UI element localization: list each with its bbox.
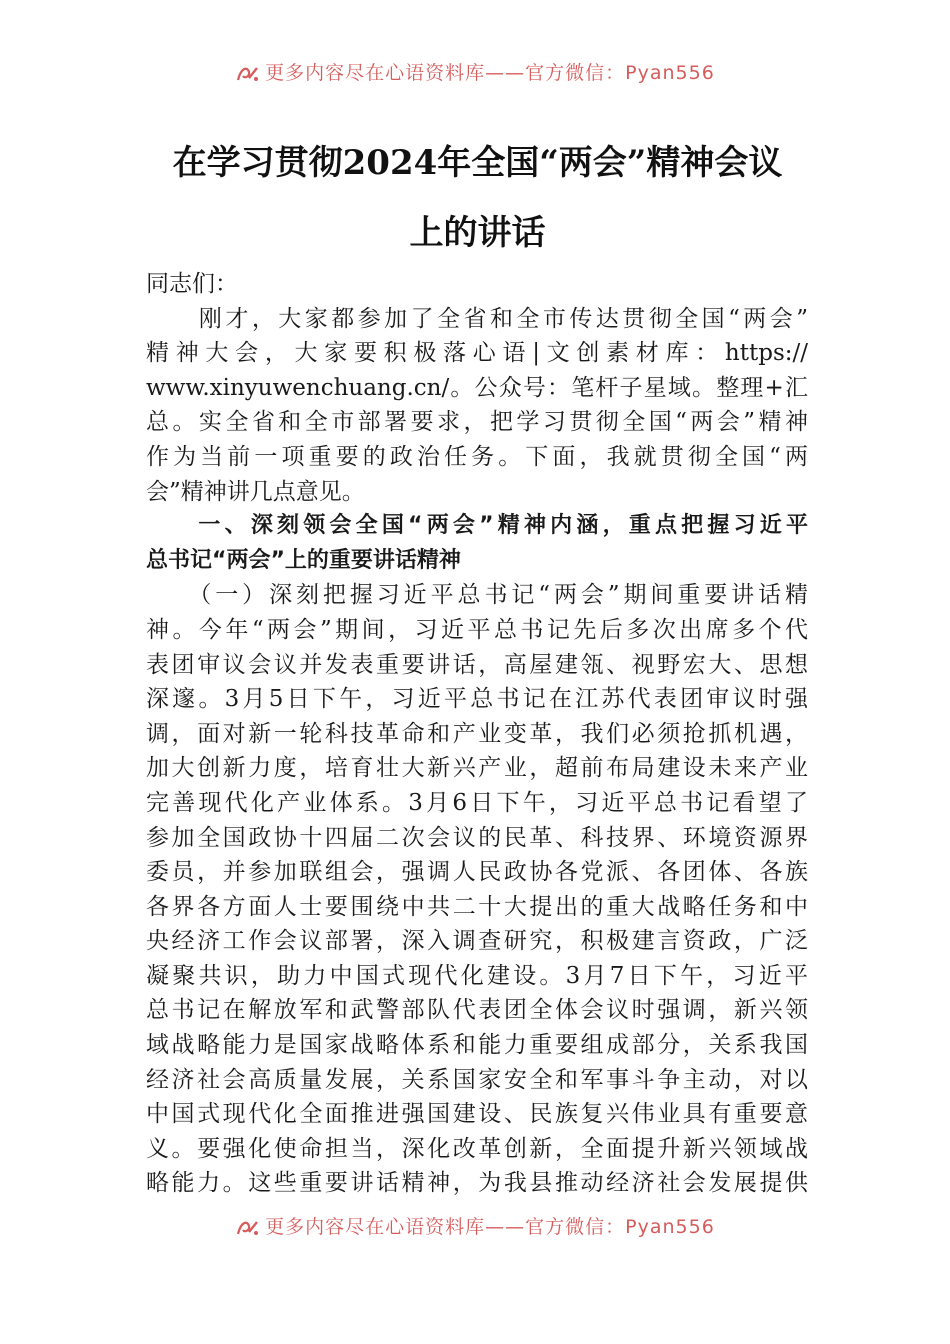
body-line: 表团审议会议并发表重要讲话，高屋建瓴、视野宏大、思想 xyxy=(146,651,808,678)
body-line: 中国式现代化全面推进强国建设、民族复兴伟业具有重要意 xyxy=(146,1101,808,1128)
body-line: 神。今年“两会”期间，习近平总书记先后多次出席多个代 xyxy=(146,616,808,643)
watermark-logo-icon xyxy=(235,64,261,84)
body-line: www.xinyuwenchuang.cn/。公众号：笔杆子星域。整理+汇 xyxy=(146,374,808,401)
body-line: 域战略能力是国家战略体系和能力重要组成部分，关系我国 xyxy=(146,1032,808,1059)
document-body xyxy=(146,267,808,1201)
document-title-line-2: 上的讲话 xyxy=(409,213,546,253)
body-line: 总书记在解放军和武警部队代表团全体会议时强调，新兴领 xyxy=(146,997,808,1024)
body-line: 参加全国政协十四届二次会议的民革、科技界、环境资源界 xyxy=(146,824,808,851)
body-line: 央经济工作会议部署，深入调查研究，积极建言资政，广泛 xyxy=(146,928,808,955)
watermark-text: 更多内容尽在心语资料库——官方微信：Pyan556 xyxy=(265,1216,715,1238)
watermark-header xyxy=(0,58,950,84)
body-line: 精神大会，大家要积极落心语|文创素材库：https:// xyxy=(146,340,808,367)
watermark-footer xyxy=(0,1212,950,1238)
section-heading: 一、深刻领会全国“两会”精神内涵，重点把握习近平 xyxy=(146,513,808,539)
body-line: 经济社会高质量发展，关系国家安全和军事斗争主动，对以 xyxy=(146,1066,808,1093)
salutation: 同志们： xyxy=(146,271,238,297)
body-line: 总。实全省和全市部署要求，把学习贯彻全国“两会”精神 xyxy=(146,409,808,436)
body-line: 略能力。这些重要讲话精神，为我县推动经济社会发展提供 xyxy=(146,1170,808,1197)
section-heading: 总书记“两会”上的重要讲话精神 xyxy=(146,547,461,573)
watermark-logo-icon xyxy=(235,1218,261,1238)
body-line: 各界各方面人士要围绕中共二十大提出的重大战略任务和中 xyxy=(146,893,808,920)
body-line: 深邃。3月5日下午，习近平总书记在江苏代表团审议时强 xyxy=(146,686,808,713)
watermark-text: 更多内容尽在心语资料库——官方微信：Pyan556 xyxy=(265,62,715,84)
document-title-line-1: 在学习贯彻2024年全国“两会”精神会议 xyxy=(172,143,783,183)
body-line: 刚才，大家都参加了全省和全市传达贯彻全国“两会” xyxy=(146,305,808,332)
body-line: 会”精神讲几点意见。 xyxy=(146,478,365,505)
body-line: 加大创新力度，培育壮大新兴产业，超前布局建设未来产业 xyxy=(146,755,808,782)
body-line: 凝聚共识，助力中国式现代化建设。3月7日下午，习近平 xyxy=(146,962,808,989)
body-line: 委员，并参加联组会，强调人民政协各党派、各团体、各族 xyxy=(146,859,808,886)
body-line: 义。要强化使命担当，深化改革创新，全面提升新兴领域战 xyxy=(146,1135,808,1162)
subsection-line: （一）深刻把握习近平总书记“两会”期间重要讲话精 xyxy=(146,582,808,609)
body-line: 作为当前一项重要的政治任务。下面，我就贯彻全国“两 xyxy=(146,443,808,470)
body-line: 调，面对新一轮科技革命和产业变革，我们必须抢抓机遇， xyxy=(146,720,808,747)
body-line: 完善现代化产业体系。3月6日下午，习近平总书记看望了 xyxy=(146,789,808,816)
